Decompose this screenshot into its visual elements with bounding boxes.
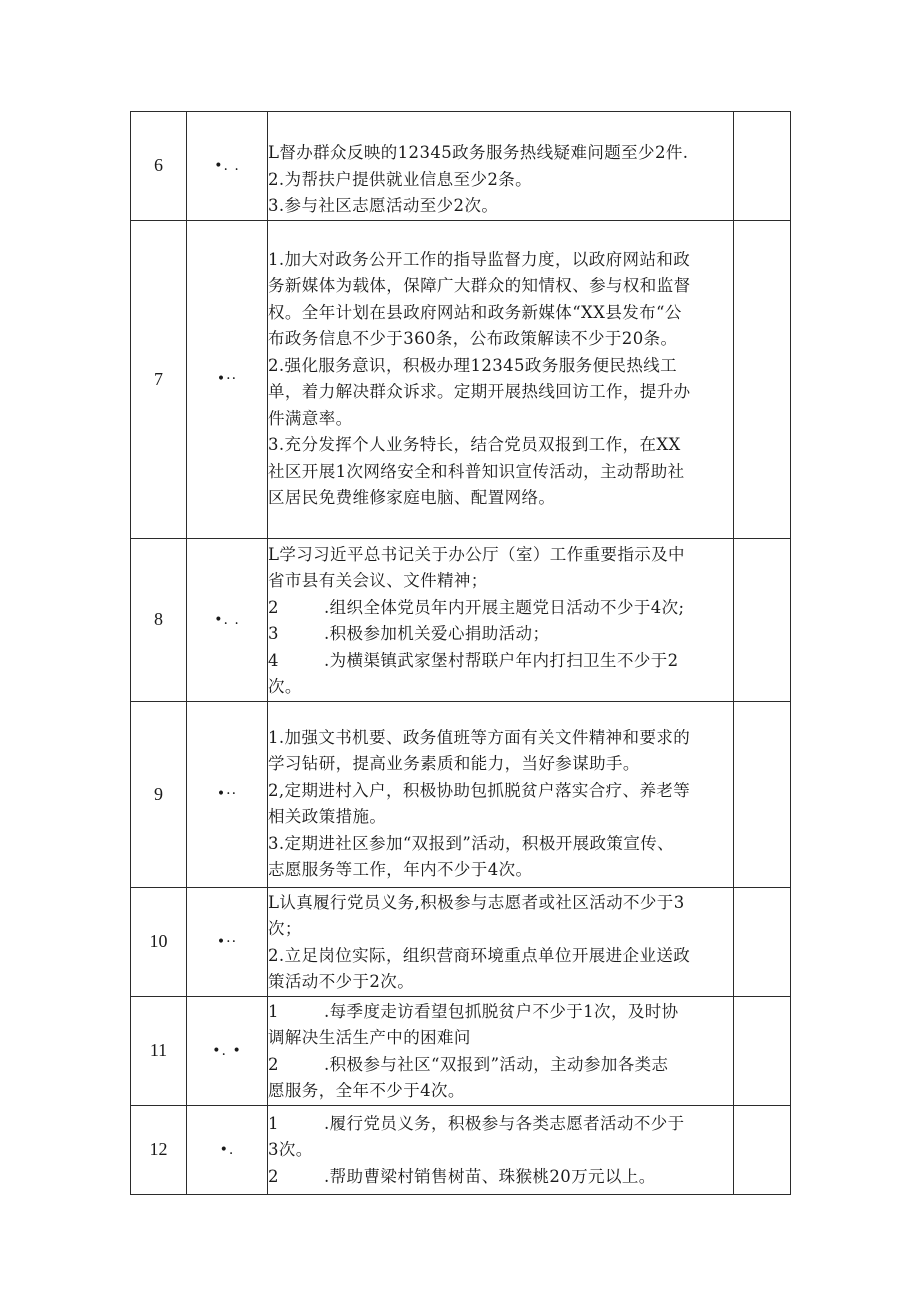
content-line: 3.充分发挥个人业务特长，结合党员双报到工作，在XX: [268, 435, 681, 454]
table-row: [131, 1105, 791, 1194]
remark-cell: [734, 1105, 791, 1194]
content-line: [268, 648, 733, 675]
row-number: 11: [131, 996, 187, 1105]
name-cell: •··: [187, 220, 268, 538]
table-row: [131, 887, 791, 996]
content-line: 省市县有关会议、文件精神；: [268, 571, 488, 590]
content-line: 单，着力解决群众诉求。定期开展热线回访工作，提升办: [268, 382, 691, 401]
content-cell: [268, 112, 734, 221]
row-number: 10: [131, 887, 187, 996]
work-plan-table: [130, 111, 791, 1195]
content-cell: [268, 701, 734, 887]
content-line: 2,定期进村入户，积极协助包抓脱贫户落实合疗、养老等: [268, 780, 691, 800]
item-number: 4: [268, 650, 279, 670]
row-number: 6: [131, 112, 187, 221]
name-cell: •. .: [187, 112, 268, 221]
row-number: 8: [131, 538, 187, 701]
name-cell: •. •: [187, 996, 268, 1105]
remark-cell: [734, 112, 791, 221]
item-text: .为横渠镇武家堡村帮联户年内打扫卫生不少于2: [324, 650, 679, 670]
item-text: .积极参加机关爱心捐助活动；: [324, 624, 550, 643]
content-line: 学习钻研，提高业务素质和能力，当好参谋助手。: [268, 754, 640, 773]
content-line: 社区开展1次网络安全和科普知识宣传活动，主动帮助社: [268, 461, 685, 481]
content-line: 3.参与社区志愿活动至少2次。: [268, 196, 499, 215]
name-cell: •··: [187, 701, 268, 887]
item-number: 1: [268, 1001, 279, 1021]
item-text: .帮助曹梁村销售树苗、珠猴桃20万元以上。: [324, 1166, 656, 1186]
content-line: 1.加大对政务公开工作的指导监督力度，以政府网站和政: [268, 249, 691, 269]
name-cell: •.: [187, 1105, 268, 1194]
remark-cell: [734, 538, 791, 701]
row-number: 7: [131, 220, 187, 538]
item-text: .每季度走访看望包抓脱贫户不少于1次，及时协: [324, 1001, 679, 1021]
content-line: L督办群众反映的12345政务服务热线疑难问题至少2件.: [268, 143, 689, 162]
content-line: 件满意率。: [268, 408, 353, 428]
item-number: 2: [268, 1054, 279, 1074]
content-line: L认真履行党员义务,积极参与志愿者或社区活动不少于3: [268, 892, 685, 912]
item-text: .积极参与社区“双报到”活动，主动参加各类志: [324, 1054, 669, 1074]
remark-cell: [734, 220, 791, 538]
content-line: 愿服务，全年不少于4次。: [268, 1081, 465, 1100]
table-row: [131, 112, 791, 221]
row-number: 12: [131, 1105, 187, 1194]
content-line: [268, 999, 733, 1026]
remark-cell: [734, 996, 791, 1105]
content-line: 志愿服务等工作，年内不少于4次。: [268, 860, 533, 879]
content-line: 区居民免费维修家庭电脑、配置网络。: [268, 488, 556, 507]
table-row: [131, 538, 791, 701]
table-row: [131, 996, 791, 1105]
content-line: 布政务信息不少于360条，公布政策解读不少于20条。: [268, 329, 678, 348]
remark-cell: [734, 701, 791, 887]
content-line: 3次。: [268, 1140, 313, 1160]
content-line: 权。全年计划在县政府网站和政务新媒体“XX县发布“公: [268, 302, 682, 322]
name-cell: •. .: [187, 538, 268, 701]
content-line: 2.为帮扶户提供就业信息至少2条。: [268, 169, 533, 189]
item-number: 3: [268, 624, 279, 643]
item-text: .组织全体党员年内开展主题党日活动不少于4次;: [324, 597, 685, 617]
content-line: 1.加强文书机要、政务值班等方面有关文件精神和要求的: [268, 727, 691, 747]
remark-cell: [734, 887, 791, 996]
content-cell: [268, 538, 734, 701]
row-number: 9: [131, 701, 187, 887]
content-line: 2.强化服务意识，积极办理12345政务服务便民热线工: [268, 355, 678, 375]
content-line: [268, 595, 733, 622]
content-cell: [268, 1105, 734, 1194]
name-cell: •··: [187, 887, 268, 996]
content-line: [268, 1052, 733, 1079]
content-line: [268, 1164, 733, 1191]
content-line: 次；: [268, 919, 302, 938]
item-number: 2: [268, 597, 279, 617]
table-row: [131, 220, 791, 538]
content-cell: [268, 887, 734, 996]
content-line: [268, 621, 733, 648]
item-number: 2: [268, 1166, 279, 1186]
content-line: [268, 1111, 733, 1138]
content-line: 务新媒体为载体，保障广大群众的知情权、参与权和监督: [268, 276, 691, 295]
content-line: L学习习近平总书记关于办公厅（室）工作重要指示及中: [268, 544, 685, 564]
content-line: 调解决生活生产中的困难问: [268, 1028, 471, 1047]
content-line: 次。: [268, 677, 302, 696]
content-line: 策活动不少于2次。: [268, 972, 415, 991]
table-row: [131, 701, 791, 887]
content-line: 2.立足岗位实际，组织营商环境重点单位开展进企业送政: [268, 945, 691, 965]
content-cell: [268, 996, 734, 1105]
content-line: 相关政策措施。: [268, 807, 387, 826]
content-cell: [268, 220, 734, 538]
item-number: 1: [268, 1113, 279, 1133]
content-line: 3.定期进社区参加“双报到”活动，积极开展政策宣传、: [268, 833, 675, 853]
item-text: .履行党员义务，积极参与各类志愿者活动不少于: [324, 1113, 685, 1133]
